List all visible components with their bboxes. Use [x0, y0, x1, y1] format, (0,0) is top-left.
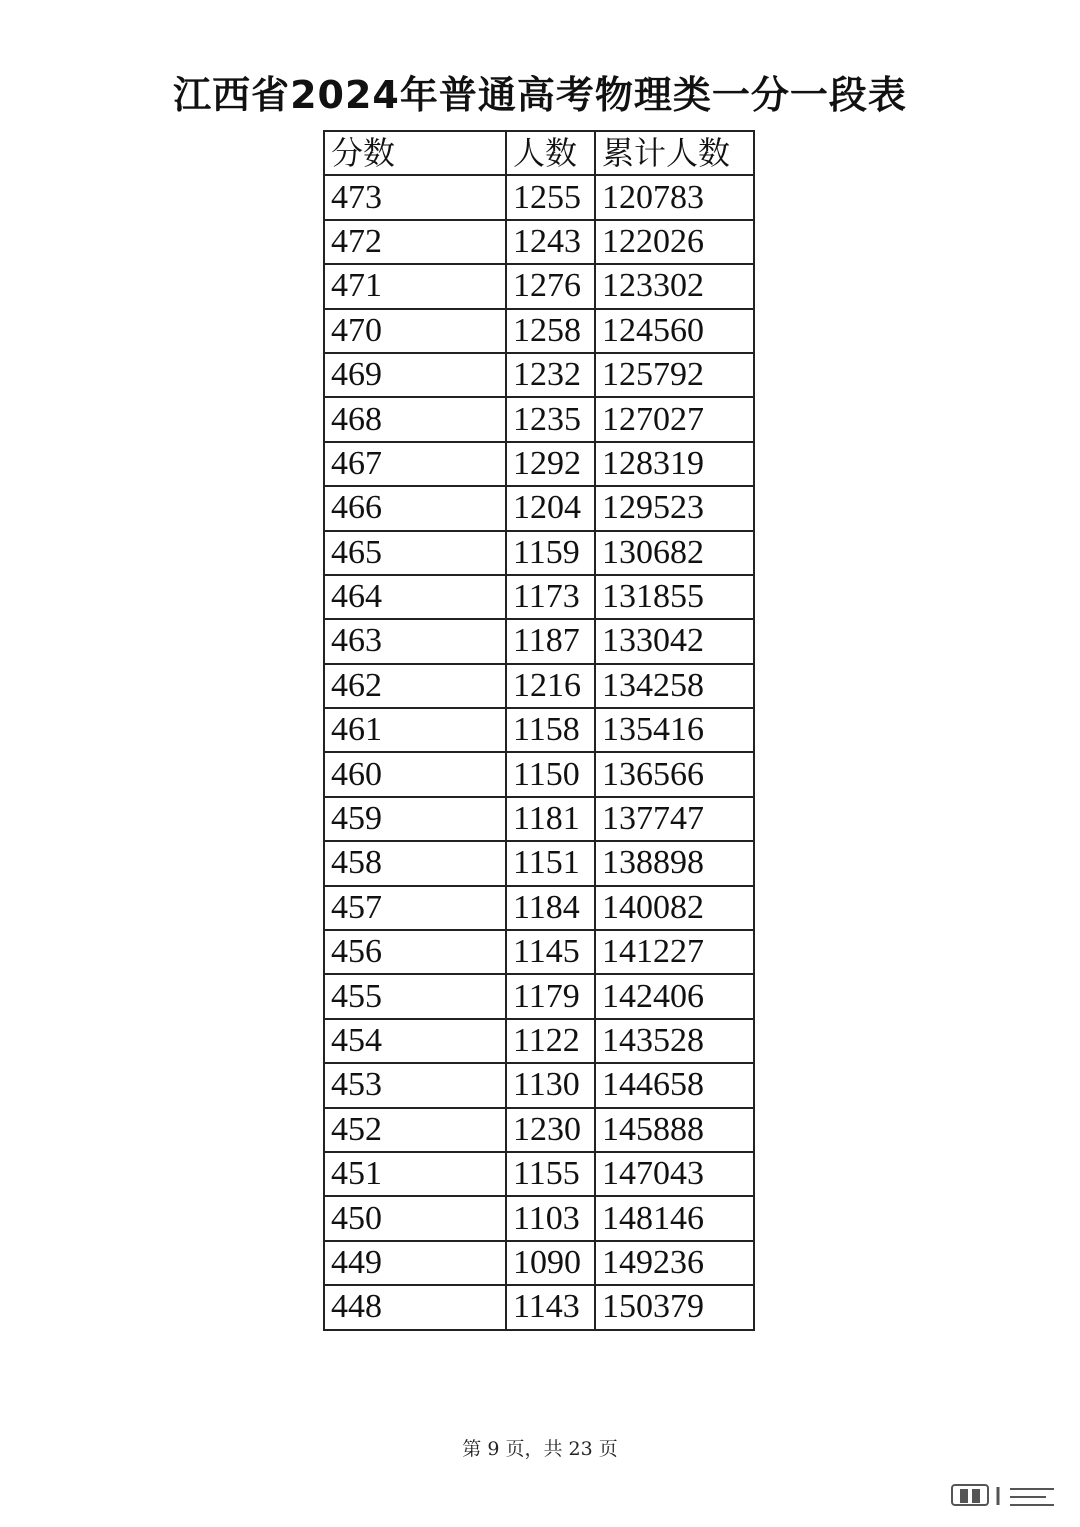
cell-count: 1103	[506, 1196, 595, 1240]
cell-count: 1204	[506, 486, 595, 530]
cell-cumulative: 142406	[595, 974, 754, 1018]
cell-cumulative: 141227	[595, 930, 754, 974]
table-row	[324, 531, 754, 575]
cell-cumulative: 136566	[595, 752, 754, 796]
cell-score: 464	[324, 575, 506, 619]
cell-count: 1181	[506, 797, 595, 841]
cell-count: 1143	[506, 1285, 595, 1329]
cell-cumulative: 140082	[595, 886, 754, 930]
header-count: 人数	[506, 131, 595, 175]
header-cumulative: 累计人数	[595, 131, 754, 175]
table-row	[324, 664, 754, 708]
cell-score: 470	[324, 309, 506, 353]
cell-cumulative: 123302	[595, 264, 754, 308]
cell-count: 1179	[506, 974, 595, 1018]
cell-score: 453	[324, 1063, 506, 1107]
table-row	[324, 930, 754, 974]
score-table	[323, 130, 755, 1331]
cell-score: 448	[324, 1285, 506, 1329]
cell-count: 1151	[506, 841, 595, 885]
cell-score: 450	[324, 1196, 506, 1240]
table-row	[324, 1241, 754, 1285]
table-row	[324, 1063, 754, 1107]
cell-count: 1276	[506, 264, 595, 308]
table-row	[324, 1152, 754, 1196]
cell-count: 1150	[506, 752, 595, 796]
table-row	[324, 1019, 754, 1063]
table-row	[324, 841, 754, 885]
cell-score: 461	[324, 708, 506, 752]
table-row	[324, 353, 754, 397]
cell-count: 1232	[506, 353, 595, 397]
cell-cumulative: 125792	[595, 353, 754, 397]
cell-score: 454	[324, 1019, 506, 1063]
cell-cumulative: 130682	[595, 531, 754, 575]
cell-cumulative: 144658	[595, 1063, 754, 1107]
header-score: 分数	[324, 131, 506, 175]
cell-cumulative: 120783	[595, 175, 754, 219]
cell-cumulative: 149236	[595, 1241, 754, 1285]
cell-count: 1216	[506, 664, 595, 708]
cell-score: 471	[324, 264, 506, 308]
cell-score: 449	[324, 1241, 506, 1285]
cell-score: 460	[324, 752, 506, 796]
table-body	[324, 175, 754, 1329]
cell-score: 462	[324, 664, 506, 708]
table-header-row	[324, 131, 754, 175]
cell-count: 1173	[506, 575, 595, 619]
cell-count: 1255	[506, 175, 595, 219]
page-title: 江西省2024年普通高考物理类一分一段表	[173, 73, 907, 117]
cell-count: 1292	[506, 442, 595, 486]
cell-score: 463	[324, 619, 506, 663]
cell-score: 452	[324, 1108, 506, 1152]
cell-count: 1187	[506, 619, 595, 663]
cell-cumulative: 128319	[595, 442, 754, 486]
cell-cumulative: 138898	[595, 841, 754, 885]
cell-cumulative: 147043	[595, 1152, 754, 1196]
cell-cumulative: 133042	[595, 619, 754, 663]
table-row	[324, 1285, 754, 1329]
cell-cumulative: 122026	[595, 220, 754, 264]
cell-cumulative: 150379	[595, 1285, 754, 1329]
cell-count: 1230	[506, 1108, 595, 1152]
cell-cumulative: 148146	[595, 1196, 754, 1240]
cell-score: 472	[324, 220, 506, 264]
cell-count: 1090	[506, 1241, 595, 1285]
cell-cumulative: 131855	[595, 575, 754, 619]
table-row	[324, 752, 754, 796]
table-row	[324, 397, 754, 441]
cell-score: 466	[324, 486, 506, 530]
table-row	[324, 708, 754, 752]
table-row	[324, 442, 754, 486]
cell-cumulative: 135416	[595, 708, 754, 752]
table-row	[324, 797, 754, 841]
cell-cumulative: 124560	[595, 309, 754, 353]
cell-score: 458	[324, 841, 506, 885]
table-row	[324, 486, 754, 530]
cell-score: 465	[324, 531, 506, 575]
app-watermark-icon	[950, 1479, 1060, 1509]
cell-count: 1158	[506, 708, 595, 752]
cell-count: 1184	[506, 886, 595, 930]
table-row	[324, 1196, 754, 1240]
table-row	[324, 220, 754, 264]
cell-score: 457	[324, 886, 506, 930]
page-footer: 第 9 页，共 23 页	[462, 1438, 618, 1460]
cell-cumulative: 137747	[595, 797, 754, 841]
table-row	[324, 619, 754, 663]
cell-count: 1243	[506, 220, 595, 264]
cell-count: 1130	[506, 1063, 595, 1107]
table-row	[324, 1108, 754, 1152]
table-row	[324, 575, 754, 619]
cell-score: 456	[324, 930, 506, 974]
cell-score: 469	[324, 353, 506, 397]
cell-score: 467	[324, 442, 506, 486]
table-row	[324, 309, 754, 353]
table-row	[324, 264, 754, 308]
cell-count: 1235	[506, 397, 595, 441]
cell-score: 459	[324, 797, 506, 841]
cell-cumulative: 129523	[595, 486, 754, 530]
cell-cumulative: 145888	[595, 1108, 754, 1152]
table-row	[324, 886, 754, 930]
table-row	[324, 974, 754, 1018]
table-row	[324, 175, 754, 219]
cell-score: 451	[324, 1152, 506, 1196]
cell-cumulative: 143528	[595, 1019, 754, 1063]
cell-count: 1122	[506, 1019, 595, 1063]
cell-count: 1155	[506, 1152, 595, 1196]
cell-score: 455	[324, 974, 506, 1018]
cell-cumulative: 127027	[595, 397, 754, 441]
cell-score: 468	[324, 397, 506, 441]
cell-score: 473	[324, 175, 506, 219]
cell-cumulative: 134258	[595, 664, 754, 708]
cell-count: 1258	[506, 309, 595, 353]
cell-count: 1159	[506, 531, 595, 575]
cell-count: 1145	[506, 930, 595, 974]
